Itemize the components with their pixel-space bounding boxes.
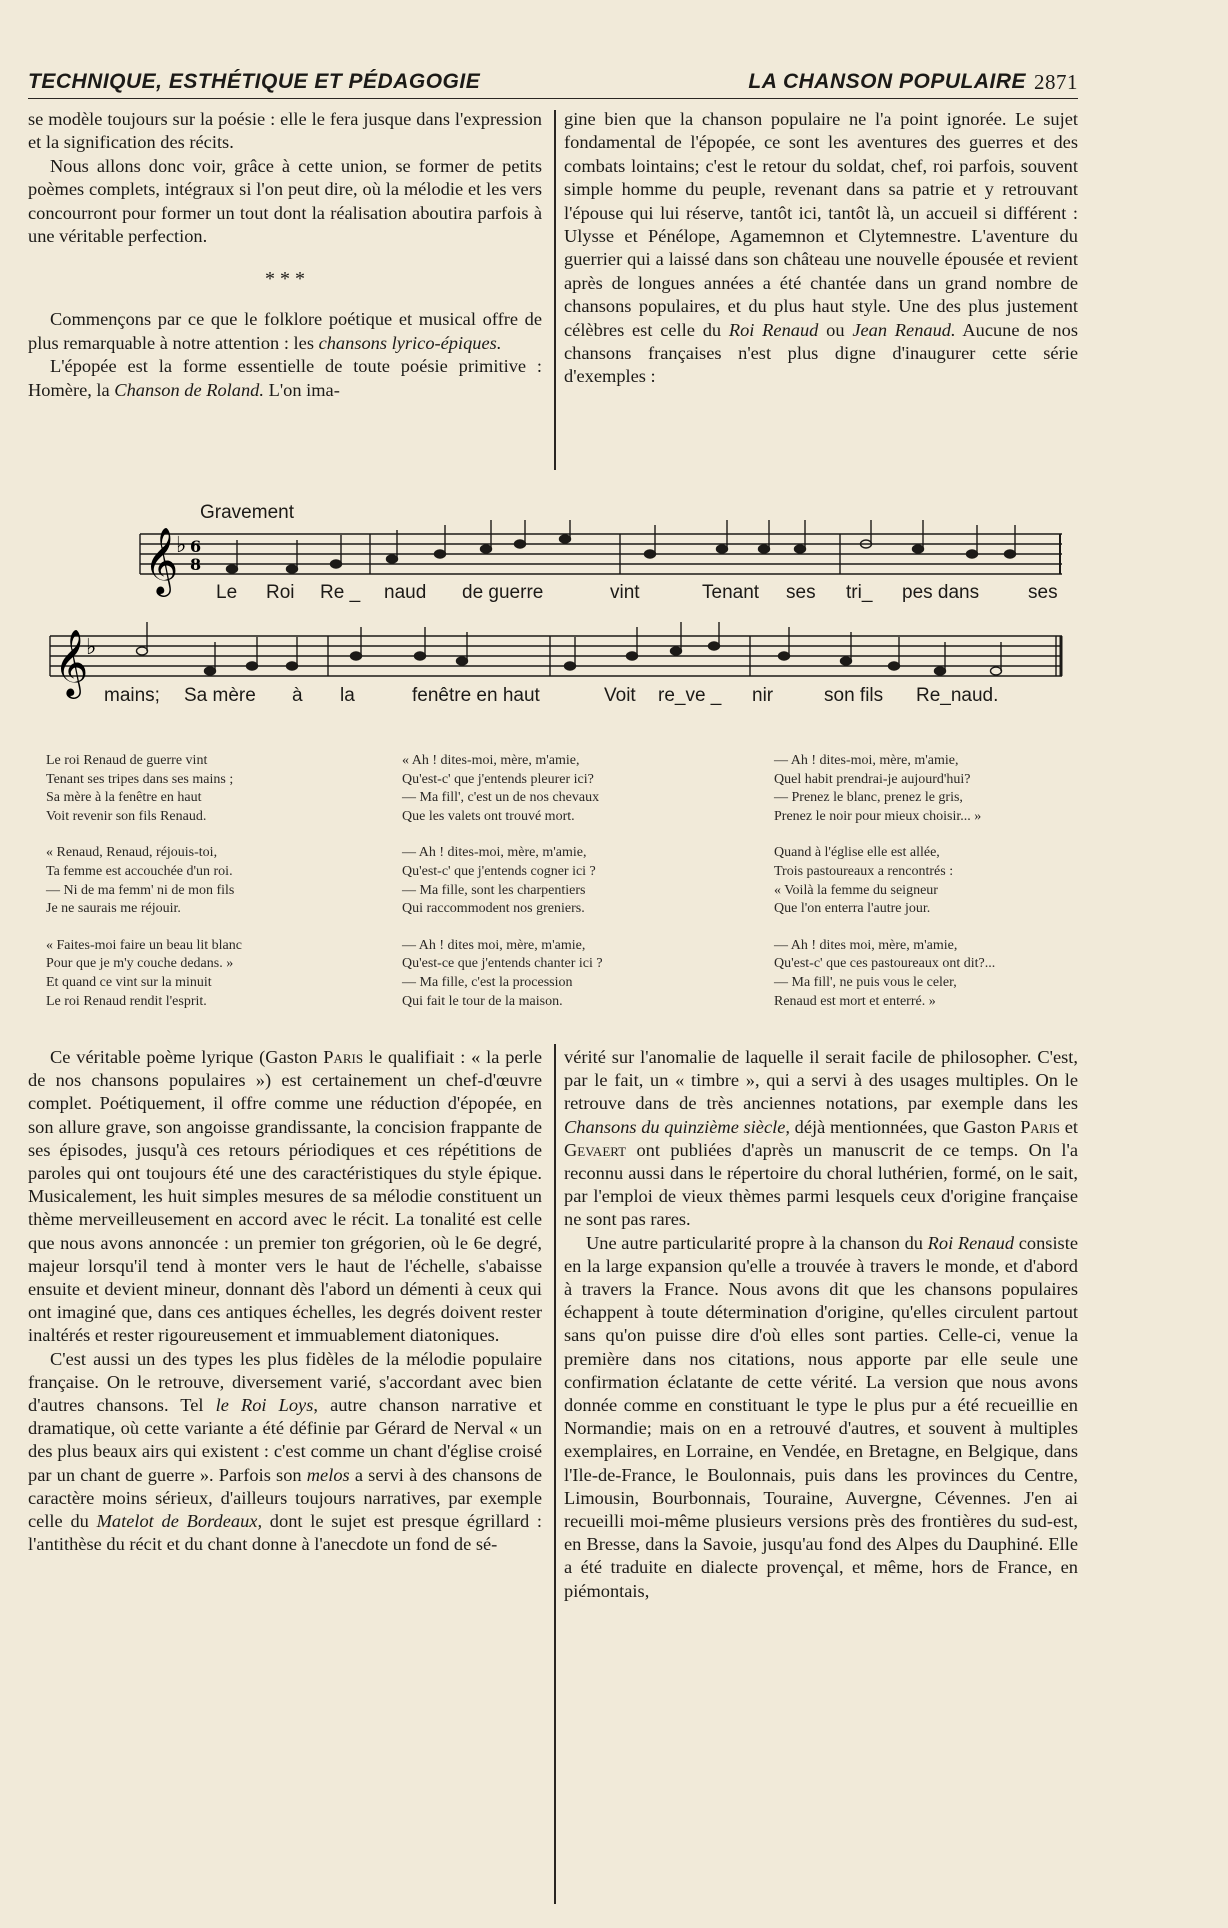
stanza-line: Qu'est-c' que j'entends cogner ici ? xyxy=(402,863,596,879)
stanza-column-1 xyxy=(46,752,242,1011)
lyric: re_ve _ xyxy=(658,685,722,706)
stanza-line: Tenant ses tripes dans ses mains ; xyxy=(46,771,234,787)
stanza-line: Que l'on enterra l'autre jour. xyxy=(774,901,931,917)
stanza-line: Et quand ce vint sur la minuit xyxy=(46,974,212,990)
lyric: son fils xyxy=(824,685,884,706)
treble-clef-icon: 𝄞 xyxy=(54,628,89,696)
stanza-line: — Ma fille, c'est la procession xyxy=(402,974,573,990)
lyric: pes dans xyxy=(902,582,980,603)
stanza-line: « Faites-moi faire un beau lit blanc xyxy=(46,937,242,953)
stanza-line: Que les valets ont trouvé mort. xyxy=(402,808,575,824)
stanza-line: — Ma fill', ne puis vous le celer, xyxy=(774,974,957,990)
paragraph: Commençons par ce que le folklore poétique et musical offre de plus remarquable à notre attention : les chansons lyrico-épiques. xyxy=(28,309,542,353)
stanza-line: Prenez le noir pour mieux choisir... » xyxy=(774,808,982,824)
stanza-line: Pour que je m'y couche dedans. » xyxy=(46,956,234,972)
lyric: Re _ xyxy=(320,582,361,603)
lyric: ses xyxy=(786,582,816,603)
header-left: TECHNIQUE, ESTHÉTIQUE ET PÉDAGOGIE xyxy=(28,70,481,93)
lyric: fenêtre en haut xyxy=(412,685,540,706)
paragraph: Ce véritable poème lyrique (Gaston Paris le qualifiait : « la perle de nos chansons populaires ») est certainement un chef-d'œuvre complet. Poétiquement, il offre comme une réduction d'épopée, en son allure grave, son angoisse grandissante, la concision frappante de ses épisodes, jusqu'à ces retours périodiques et ces répétitions de paroles qui ont toujours été une des caractéristiques du style épique. Musicalement, les huit simples mesures de sa mélodie constituent un thème merveilleusement en accord avec le récit. La tonalité est celle que nous avons annoncée : un premier ton grégorien, où le 6e degré, majeur lorsqu'il tend à monter vers le haut de l'échelle, s'abaisse ensuite et devient mineur, donnant dès l'abord un démenti à ceux qui ont imaginé que, dans ces antiques échelles, les degrés doivent rester inaltérés et rester rigoureusement et immuablement diatoniques. xyxy=(28,1047,543,1346)
lyric: Le xyxy=(216,582,238,603)
tempo-marking: Gravement xyxy=(200,502,294,523)
stanza-line: — Ah ! dites-moi, mère, m'amie, xyxy=(402,845,587,861)
stanza-line: Qu'est-c' que ces pastoureaux ont dit?... xyxy=(774,956,996,972)
header-right: LA CHANSON POPULAIRE xyxy=(748,70,1026,93)
page-number: 2871 xyxy=(1034,70,1078,94)
stanza-line: Renaud est mort et enterré. » xyxy=(774,993,936,1009)
svg-text:♭: ♭ xyxy=(176,533,187,558)
stanza-column-3 xyxy=(774,752,995,1011)
paragraph: L'épopée est la forme essentielle de toute poésie primitive : Homère, la Chanson de Roland. L'on ima- xyxy=(28,356,542,400)
stanza-line: Qu'est-c' que j'entends pleurer ici? xyxy=(402,771,594,787)
top-column-left xyxy=(28,108,542,402)
paragraph: vérité sur l'anomalie de laquelle il serait facile de philosopher. C'est, par le fait, un « timbre », qui a servi à des usages multiples. On le retrouve dans de très anciennes notations, par exemple dans les Chansons du quinzième siècle, déjà mentionnées, que Gaston Paris et Gevaert ont publiées d'après un manuscrit de ce temps. On l'a reconnu aussi dans le répertoire du choral luthérien, formé, on le sait, par l'emploi de vieux thèmes parmi lesquels ceux d'origine française ne sont pas rares. xyxy=(564,1047,1078,1230)
stanza-line: Quand à l'église elle est allée, xyxy=(774,845,940,861)
svg-text:8: 8 xyxy=(190,555,202,574)
lyric: Sa mère xyxy=(184,685,256,706)
stanza-line: Je ne saurais me réjouir. xyxy=(46,901,181,917)
section-separator: * * * xyxy=(265,268,305,291)
paragraph: se modèle toujours sur la poésie : elle le fera jusque dans l'expression et la signification des récits. xyxy=(28,109,542,153)
bottom-column-left xyxy=(28,1046,542,1556)
stanza-line: Voit revenir son fils Renaud. xyxy=(46,808,207,824)
column-rule-top xyxy=(554,110,556,470)
lyric: de guerre xyxy=(462,582,544,603)
running-header xyxy=(28,68,1078,99)
lyric: mains; xyxy=(104,685,160,706)
treble-clef-icon: 𝄞 xyxy=(144,526,179,594)
paragraph: Nous allons donc voir, grâce à cette union, se former de petits poèmes complets, intégraux si l'on peut dire, où la mélodie et les vers concourront pour former un tout dont la réalisation aboutira parfois à une véritable perfection. xyxy=(28,155,542,247)
stanza-line: Le roi Renaud de guerre vint xyxy=(46,753,208,768)
lyric: Re_naud. xyxy=(916,685,999,706)
lyric: à xyxy=(292,685,303,706)
paragraph: gine bien que la chanson populaire ne l'a point ignorée. Le sujet fondamental de l'épopée, ce sont les aventures des guerres et des combats lointains; c'est le retour du soldat, chef, roi parfois, souvent simple homme du peuple, revenant dans sa patrie et y retrouvant l'épouse qui lui réserve, tantôt ici, tantôt là, un accueil si différent : Ulysse et Pénélope, Agamemnon et Clytemnestre. L'aventure du guerrier qui a laissé dans son château une nouvelle épousée et revient après de longues années a été chantée dans un grand nombre de chansons populaires, et du plus haut style. Une des plus justement célèbres est celle du Roi Renaud ou Jean Renaud. Aucune de nos chansons françaises n'est plus digne d'inaugurer cette série d'exemples : xyxy=(564,109,1078,387)
stanza-line: Trois pastoureaux a rencontrés : xyxy=(774,863,954,879)
stanza-line: « Voilà la femme du seigneur xyxy=(774,882,938,898)
paragraph: Une autre particularité propre à la chanson du Roi Renaud consiste en la large expansion qu'elle a trouvée à travers le monde, et d'abord à travers la France. Nous avons dit que les chansons populaires échappent à toute détermination d'origine, qu'elles circulent partout sans qu'on puisse dire d'où elles sont parties. Celle-ci, venue la première dans nos citations, nous apporte par elle seule une confirmation éclatante de cette vérité. La version que nous avons donnée comme en constituant le type le plus pur a été recueillie en Normandie; mais on en a retrouvé d'autres, et souvent à multiples exemplaires, en Lorraine, en Vendée, en Bretagne, en Belgique, dans l'Ile-de-France, le Boulonnais, puis dans les provinces du Centre, Limousin, Bourbonnais, Touraine, Auvergne, Cévennes. J'en ai recueilli moi-même plusieurs versions près des frontières du sud-est, en Bresse, dans la Savoie, jusqu'au fond des Alpes du Dauphiné. Elle a été traduite en dialecte provençal, et même, hors de France, en piémontais, xyxy=(564,1232,1078,1601)
svg-text:♭: ♭ xyxy=(86,635,97,660)
stanza-line: Sa mère à la fenêtre en haut xyxy=(46,790,202,806)
stanza-line: « Renaud, Renaud, réjouis-toi, xyxy=(46,845,218,861)
lyric: Roi xyxy=(266,582,295,603)
stanza-line: Ta femme est accouchée d'un roi. xyxy=(46,863,233,879)
stanza-line: Quel habit prendrai-je aujourd'hui? xyxy=(774,771,971,787)
lyric: Tenant xyxy=(702,582,760,603)
stanza-line: Qui raccommodent nos greniers. xyxy=(402,901,585,917)
lyric: ses xyxy=(1028,582,1058,603)
paragraph: C'est aussi un des types les plus fidèles de la mélodie populaire française. On le retrouve, diversement varié, s'accordant avec bien d'autres chansons. Tel le Roi Loys, autre chanson narrative et dramatique, où cette variante a été définie par Gérard de Nerval « un des plus beaux airs qui existent : c'est comme un chant d'église croisé par un chant de guerre ». Parfois son melos a servi à des chansons de caractère moins sérieux, d'ailleurs toujours narratives, par exemple celle du Matelot de Bordeaux, dont le sujet est presque égrillard : l'antithèse du récit et du chant donne à l'anecdote un fond de sé- xyxy=(28,1348,543,1555)
column-rule-bottom xyxy=(554,1044,556,1904)
svg-text:6: 6 xyxy=(190,537,202,556)
stanza-line: — Ah ! dites-moi, mère, m'amie, xyxy=(774,753,959,768)
stanza-line: Qu'est-ce que j'entends chanter ici ? xyxy=(402,956,603,972)
lyric: nir xyxy=(752,685,774,706)
stanza-line: — Prenez le blanc, prenez le gris, xyxy=(774,790,963,806)
lyric: tri_ xyxy=(846,582,873,603)
stanza-line: — Ni de ma femm' ni de mon fils xyxy=(46,882,235,898)
stanza-line: — Ah ! dites moi, mère, m'amie, xyxy=(402,937,586,953)
stanza-line: — Ma fille, sont les charpentiers xyxy=(402,882,586,898)
lyric: Voit xyxy=(604,685,636,706)
lyric: naud xyxy=(384,582,427,603)
stanza-line: Qui fait le tour de la maison. xyxy=(402,993,563,1009)
stanza-line: — Ma fill', c'est un de nos chevaux xyxy=(402,790,600,806)
stanza-column-2 xyxy=(402,752,603,1011)
lyric: vint xyxy=(610,582,640,603)
stanza-line: Le roi Renaud rendit l'esprit. xyxy=(46,993,207,1009)
lyric: la xyxy=(340,685,355,706)
top-column-right xyxy=(564,108,1078,389)
stanza-line: — Ah ! dites moi, mère, m'amie, xyxy=(774,937,958,953)
stanza-line: « Ah ! dites-moi, mère, m'amie, xyxy=(402,753,580,768)
bottom-column-right xyxy=(564,1046,1078,1603)
